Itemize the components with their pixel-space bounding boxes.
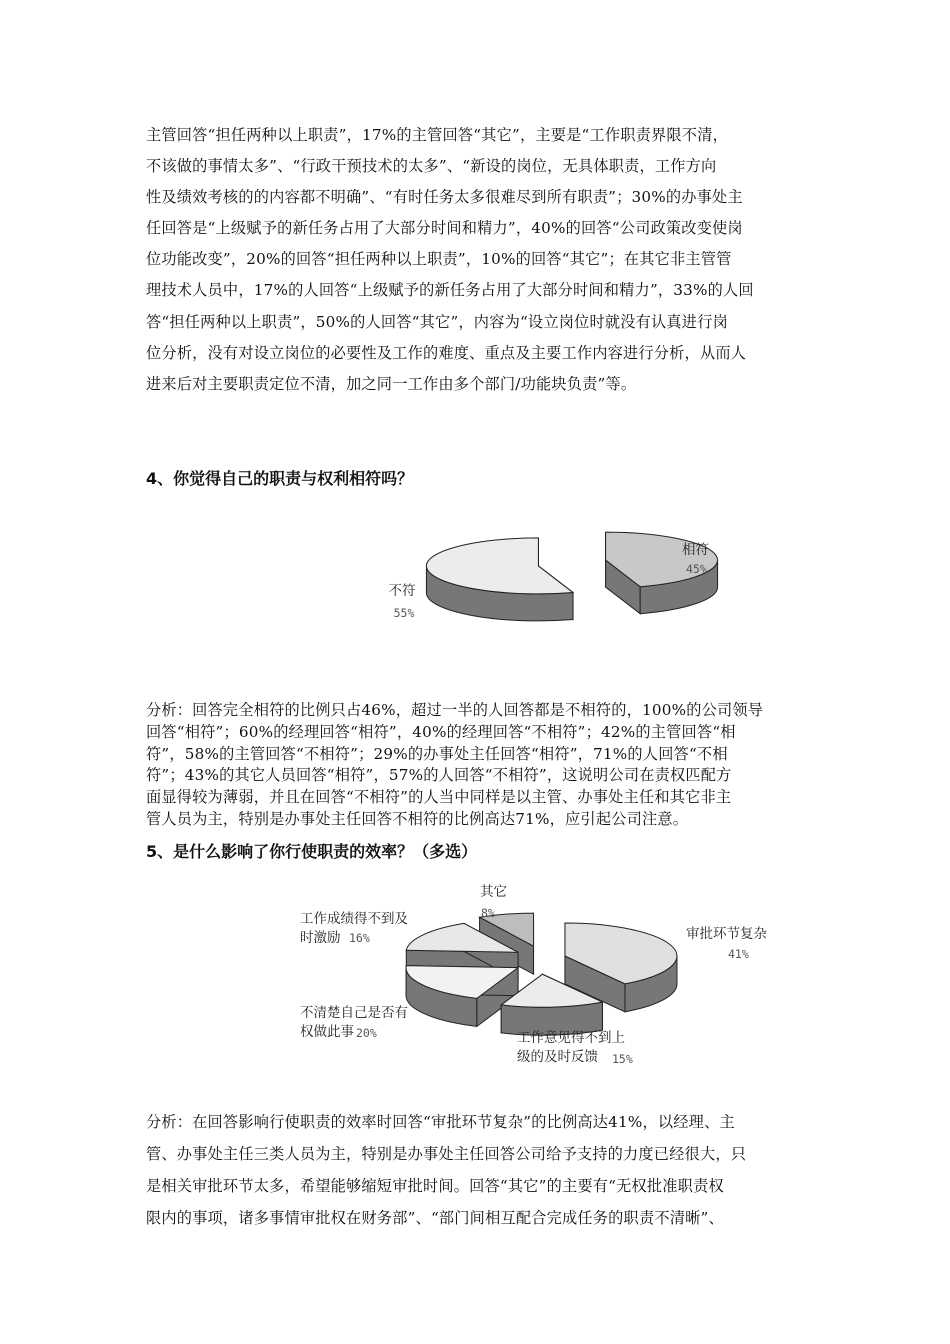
slice-label	[682, 541, 710, 558]
text-line: 符”，58%的主管回答“不相符”；29%的办事处主任回答“相符”，71%的人回答“不相	[146, 744, 728, 763]
slice-percent-label: 55%	[393, 606, 415, 620]
pie-chart-efficiency-factors	[300, 884, 767, 1066]
slice-label-text: 不符	[388, 583, 416, 599]
text-line: 位功能改变”，20%的回答“担任两种以上职责”，10%的回答“其它”；在其它非主管管	[146, 250, 732, 269]
text-line: 限内的事项，诸多事情审批权在财务部”、“部门间相互配合完成任务的职责不清晰”、	[146, 1209, 724, 1227]
pie-chart-rights-match	[389, 532, 718, 621]
slice-label	[300, 1004, 408, 1040]
slice-label	[517, 1030, 625, 1065]
text-line: 答“担任两种以上职责”，50%的人回答“其它”，内容为“设立岗位时就没有认真进行岗	[146, 312, 728, 331]
text-line: 管人员为主，特别是办事处主任回答不相符的比例高达71%，应引起公司注意。	[146, 809, 689, 828]
text-line: 符”；43%的其它人员回答“相符”，57%的人回答“不相符”，这说明公司在责权匹配方	[146, 766, 732, 785]
slice-percent-label: 20%	[356, 1026, 377, 1040]
text-line: 面显得较为薄弱，并且在回答“不相符”的人当中同样是以主管、办事处主任和其它非主	[146, 788, 732, 807]
slice-percent-label: 16%	[349, 931, 370, 945]
text-line: 管、办事处主任三类人员为主，特别是办事处主任回答公司给予支持的力度已经很大，只	[146, 1145, 747, 1163]
text-line: 是相关审批环节太多，希望能够缩短审批时间。回答“其它”的主要有“无权批准职责权	[146, 1177, 724, 1195]
slice-label	[480, 884, 507, 900]
slice-label-text: 时激励	[300, 930, 341, 946]
paragraph-q4-analysis	[146, 700, 810, 831]
section-heading-q5: 5、是什么影响了你行使职责的效率？（多选）	[146, 842, 478, 861]
text-line: 理技术人员中，17%的人回答“上级赋予的新任务占用了大部分时间和精力”，33%的人回	[146, 281, 754, 300]
slice-label-text: 相符	[682, 542, 709, 558]
slice-label-text: 级的及时反馈	[517, 1049, 598, 1065]
slice-label	[389, 583, 416, 599]
text-line: 分析：在回答影响行使职责的效率时回答“审批环节复杂”的比例高达41%，以经理、主	[146, 1113, 735, 1131]
slice-percent-label: 15%	[612, 1052, 633, 1066]
text-line: 任回答是“上级赋予的新任务占用了大部分时间和精力”，40%的回答“公司政策改变使岗	[146, 219, 743, 238]
slice-percent-label: 8%	[481, 906, 495, 920]
slice-label-text: 工作意见得不到上	[517, 1030, 625, 1046]
text-line: 性及绩效考核的的内容都不明确”、“有时任务太多很难尽到所有职责”；30%的办事处主	[146, 188, 743, 207]
text-line: 位分析，没有对设立岗位的必要性及工作的难度、重点及主要工作内容进行分析，从而人	[146, 343, 747, 362]
slice-label-text: 权做此事	[300, 1024, 354, 1040]
slice-percent-label: 41%	[728, 947, 749, 961]
slice-label-text: 审批环节复杂	[686, 926, 767, 942]
slice-percent-label: 45%	[686, 562, 707, 576]
slice-label-text: 不清楚自己是否有	[300, 1005, 408, 1021]
text-line: 回答“相符”；60%的经理回答“相符”，40%的经理回答“不相符”；42%的主管回答“相	[146, 722, 736, 741]
text-line: 进来后对主要职责定位不清，加之同一工作由多个部门/功能块负责”等。	[146, 374, 637, 393]
text-line: 不该做的事情太多”、“行政干预技术的太多”、“新设的岗位，无具体职责，工作方向	[146, 157, 717, 176]
section-heading-q4: 4、你觉得自己的职责与权利相符吗？	[146, 469, 414, 488]
text-line: 分析：回答完全相符的比例只占46%，超过一半的人回答都是不相符的，100%的公司领导	[146, 701, 764, 719]
slice-label-text: 工作成绩得不到及	[300, 911, 408, 927]
slice-label-text: 其它	[480, 884, 507, 900]
slice-label	[686, 925, 767, 942]
paragraph-q5-analysis	[146, 1106, 810, 1234]
text-line: 主管回答“担任两种以上职责”，17%的主管回答“其它”，主要是“工作职责界限不清，	[146, 126, 728, 144]
pie-slice	[426, 538, 573, 621]
